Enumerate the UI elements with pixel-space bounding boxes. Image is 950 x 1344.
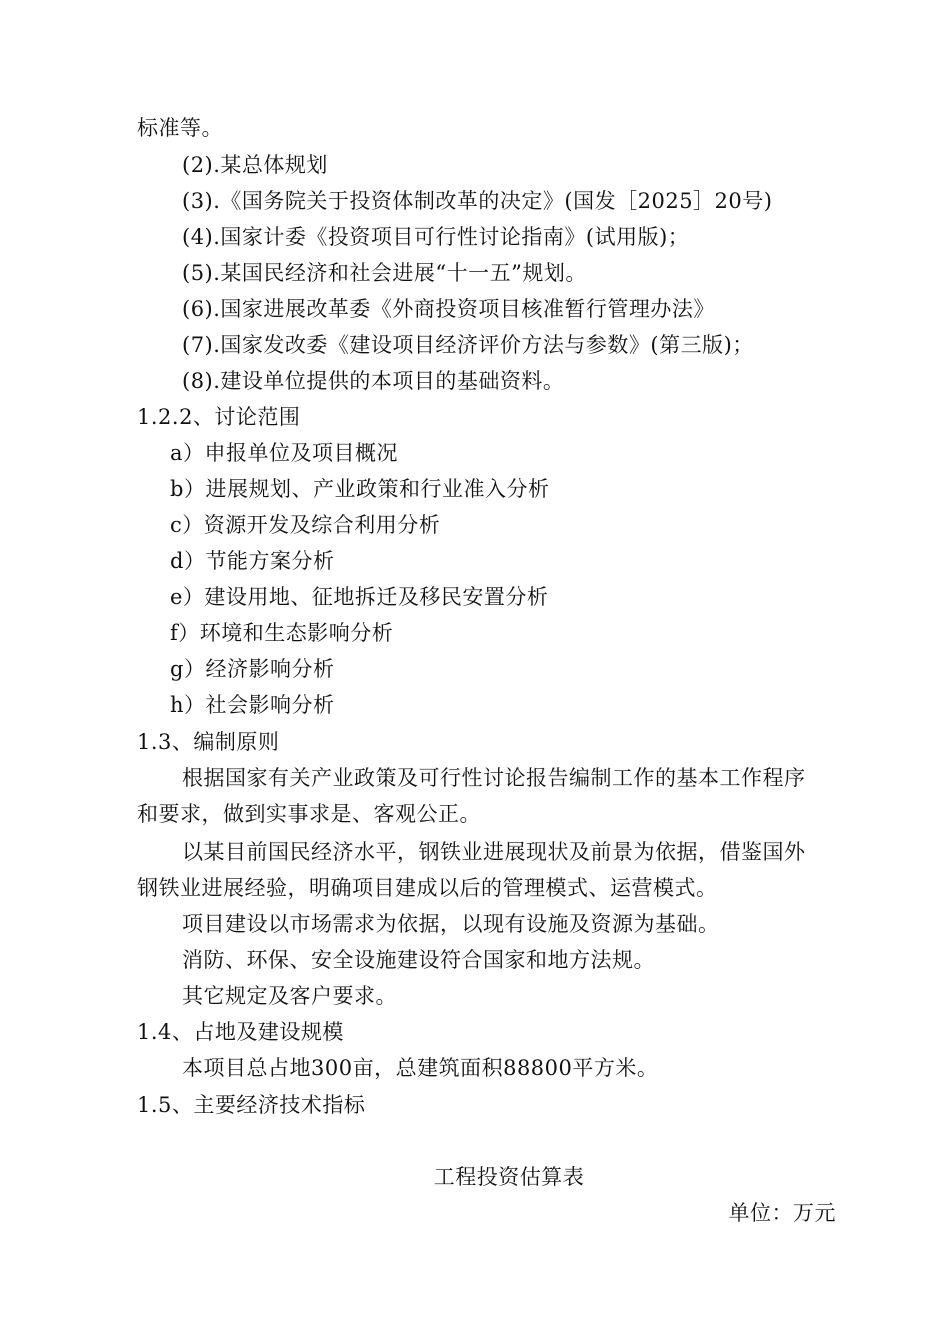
principle-paragraph-2-line-2: 钢铁业进展经验，明确项目建成以后的管理模式、运营模式。: [137, 876, 718, 900]
basis-item-6: (6).国家进展改革委《外商投资项目核准暂行管理办法》: [182, 297, 715, 321]
intro-tail-text: 标准等。: [137, 116, 223, 140]
scope-item-c: c）资源开发及综合利用分析: [170, 513, 441, 537]
principle-paragraph-5: 其它规定及客户要求。: [182, 984, 397, 1008]
scope-item-a: a）申报单位及项目概况: [170, 441, 399, 465]
basis-item-4: (4).国家计委《投资项目可行性讨论指南》(试用版)；: [182, 225, 690, 249]
section-heading-1-3: 1.3、编制原则: [137, 730, 280, 754]
scope-item-d: d）节能方案分析: [170, 549, 335, 573]
land-and-scale-text: 本项目总占地300亩，总建筑面积88800平方米。: [182, 1056, 659, 1080]
principle-paragraph-3: 项目建设以市场需求为依据，以现有设施及资源为基础。: [182, 912, 720, 936]
scope-item-h: h）社会影响分析: [170, 693, 335, 717]
scope-item-f: f）环境和生态影响分析: [170, 621, 394, 645]
basis-item-7: (7).国家发改委《建设项目经济评价方法与参数》(第三版)；: [182, 333, 754, 357]
scope-item-e: e）建设用地、征地拆迁及移民安置分析: [170, 585, 549, 609]
basis-item-2: (2).某总体规划: [182, 153, 328, 177]
basis-item-3: (3).《国务院关于投资体制改革的决定》(国发［2025］20号): [182, 189, 773, 213]
section-heading-1-4: 1.4、占地及建设规模: [137, 1020, 344, 1044]
principle-paragraph-2-line-1: 以某目前国民经济水平，钢铁业进展现状及前景为依据，借鉴国外: [182, 840, 806, 864]
scope-item-b: b）进展规划、产业政策和行业准入分析: [170, 477, 550, 501]
table-title: 工程投资估算表: [433, 1165, 585, 1189]
principle-paragraph-4: 消防、环保、安全设施建设符合国家和地方法规。: [182, 948, 655, 972]
unit-label: 单位：万元: [728, 1201, 836, 1225]
section-heading-1-2-2: 1.2.2、讨论范围: [137, 405, 301, 429]
basis-item-5: (5).某国民经济和社会进展“十一五”规划。: [182, 261, 587, 285]
scope-item-g: g）经济影响分析: [170, 657, 335, 681]
section-heading-1-5: 1.5、主要经济技术指标: [137, 1093, 366, 1117]
principle-paragraph-1-line-1: 根据国家有关产业政策及可行性讨论报告编制工作的基本工作程序: [182, 766, 806, 790]
basis-item-8: (8).建设单位提供的本项目的基础资料。: [182, 369, 565, 393]
principle-paragraph-1-line-2: 和要求，做到实事求是、客观公正。: [137, 802, 481, 826]
